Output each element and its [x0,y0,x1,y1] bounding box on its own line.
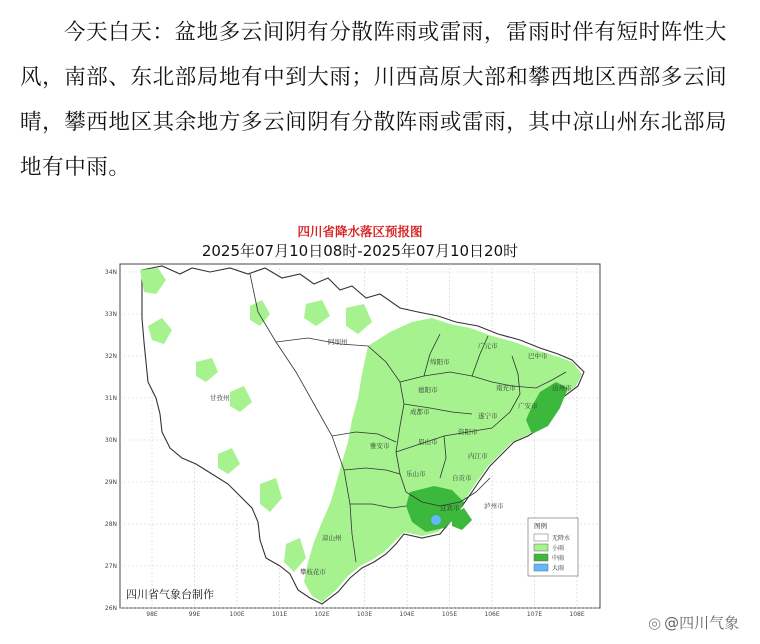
lat-label: 27N [104,563,117,570]
legend-swatch [534,544,548,551]
legend-label: 中雨 [552,555,565,562]
city-label: 凉山州 [322,534,342,542]
forecast-paragraph: 今天白天：盆地多云间阴有分散阵雨或雷雨，雷雨时伴有短时阵性大风，南部、东北部局地有中到大雨；川西高原大部和攀西地区西部多云间晴，攀西地区其余地方多云间阴有分散阵雨或雷雨，其中凉山州东北部局地有中雨。 [20,20,728,180]
lat-label: 29N [104,479,117,486]
lat-label: 34N [104,269,117,276]
city-label: 自贡市 [452,474,472,482]
city-label: 资阳市 [458,428,478,436]
legend-swatch [534,564,548,571]
city-label: 巴中市 [528,352,548,360]
city-label: 甘孜州 [210,394,230,402]
map-subtitle: 2025年07月10日08时-2025年07月10日20时 [201,242,519,260]
legend-label: 大雨 [552,565,565,572]
city-label: 达州市 [552,384,572,392]
watermark-text: @四川气象 [664,614,740,632]
city-label: 广元市 [478,342,498,350]
lat-label: 32N [104,353,117,360]
map-legend [528,518,578,576]
city-label: 绵阳市 [430,358,450,366]
lon-label: 102E [314,611,330,618]
lat-label: 28N [104,521,117,528]
city-label: 成都市 [410,408,430,416]
lon-label: 98E [146,611,158,618]
city-label: 乐山市 [406,470,426,478]
lon-label: 101E [271,611,288,618]
legend-swatch [534,534,548,541]
lat-label: 33N [104,311,117,318]
map-title: 四川省降水落区预报图 [297,224,423,239]
legend-title: 图例 [534,522,547,530]
lat-label: 31N [104,395,117,402]
lat-label: 30N [104,437,117,444]
map-credit: 四川省气象台制作 [126,588,214,601]
weibo-icon: ◎ [648,613,662,632]
city-label: 雅安市 [370,442,390,450]
city-label: 广安市 [518,402,538,410]
map-svg [100,222,620,618]
lon-label: 100E [229,611,245,618]
forecast-article [20,10,744,190]
legend-swatch [534,554,548,561]
watermark [648,612,739,633]
lat-label: 26N [104,605,117,612]
city-label: 南充市 [496,384,516,392]
lon-label: 106E [484,611,500,618]
city-label: 泸州市 [484,502,504,510]
lon-label: 99E [188,611,201,618]
city-label: 眉山市 [418,438,438,446]
legend-label: 无降水 [552,535,571,542]
city-label: 宜宾市 [440,504,460,512]
legend-label: 小雨 [552,545,565,552]
lon-label: 103E [356,611,373,618]
lon-label: 104E [399,611,415,618]
city-label: 攀枝花市 [300,568,326,576]
longitude-labels [146,611,585,618]
heavy-rain-area [431,515,441,525]
precipitation-map [100,222,620,618]
latitude-labels [105,269,117,612]
city-label: 德阳市 [418,386,438,394]
city-label: 阿坝州 [328,338,348,346]
lon-label: 108E [569,611,585,618]
city-label: 内江市 [468,452,488,460]
city-label: 遂宁市 [478,412,498,420]
lon-label: 107E [526,611,543,618]
lon-label: 105E [441,611,458,618]
